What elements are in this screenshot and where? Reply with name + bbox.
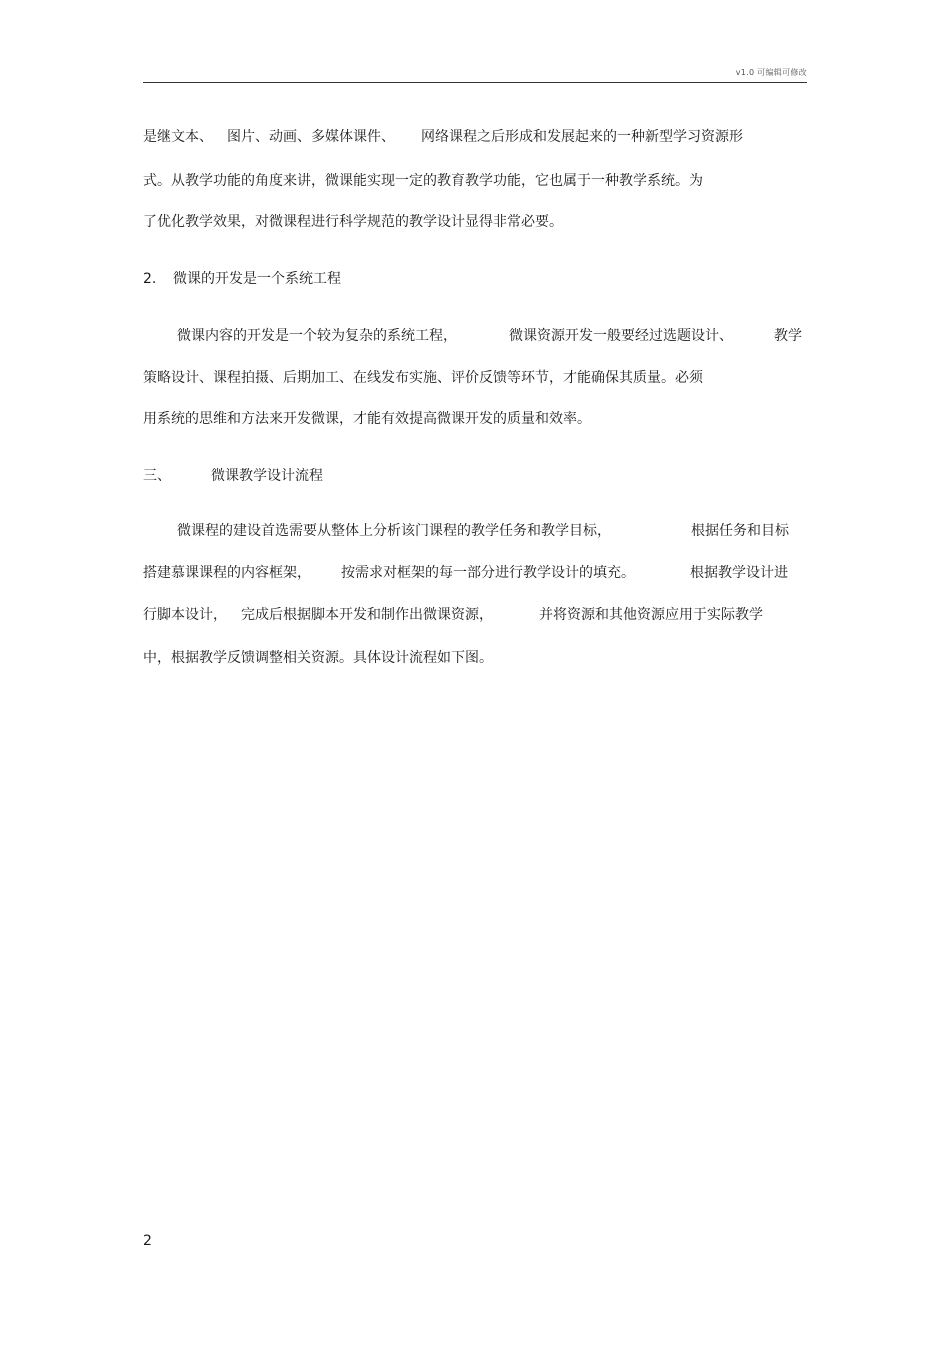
text-segment: 图片、动画、多媒体课件、: [227, 129, 395, 145]
page-number: 2: [143, 1233, 152, 1249]
heading-text: 微课教学设计流程: [211, 468, 323, 484]
text-segment: 根据教学设计进: [690, 565, 788, 581]
text-segment: 网络课程之后形成和发展起来的一种新型学习资源形: [421, 129, 743, 145]
paragraph-1-line-3: 了优化教学效果，对微课程进行科学规范的教学设计显得非常必要。: [143, 214, 563, 230]
paragraph-2-line-2: 策略设计、课程拍摄、后期加工、在线发布实施、评价反馈等环节，才能确保其质量。必须: [143, 370, 703, 386]
text-segment: 微课资源开发一般要经过选题设计、: [509, 328, 733, 344]
text-segment: 微课程的建设首选需要从整体上分析该门课程的教学任务和教学目标，: [177, 523, 611, 539]
header-version-label: v1.0 可编辑可修改: [735, 68, 807, 77]
paragraph-1-line-2: 式。从教学功能的角度来讲，微课能实现一定的教育教学功能，它也属于一种教学系统。为: [143, 173, 703, 189]
paragraph-2-line-3: 用系统的思维和方法来开发微课，才能有效提高微课开发的质量和效率。: [143, 411, 591, 427]
paragraph-3-line-4: 中，根据教学反馈调整相关资源。具体设计流程如下图。: [143, 650, 493, 666]
text-segment: 根据任务和目标: [691, 523, 789, 539]
text-segment: 是继文本、: [143, 129, 213, 145]
text-segment: 并将资源和其他资源应用于实际教学: [539, 607, 763, 623]
text-segment: 搭建慕课课程的内容框架，: [143, 565, 311, 581]
text-segment: 教学: [774, 328, 802, 344]
heading-text: 微课的开发是一个系统工程: [173, 271, 341, 287]
text-segment: 按需求对框架的每一部分进行教学设计的填充。: [341, 565, 635, 581]
heading-number: 三、: [143, 468, 171, 484]
text-segment: 微课内容的开发是一个较为复杂的系统工程，: [177, 328, 457, 344]
text-segment: 完成后根据脚本开发和制作出微课资源，: [241, 607, 493, 623]
header-rule: [143, 82, 807, 83]
heading-number: 2.: [143, 271, 157, 287]
text-segment: 行脚本设计，: [143, 607, 227, 623]
